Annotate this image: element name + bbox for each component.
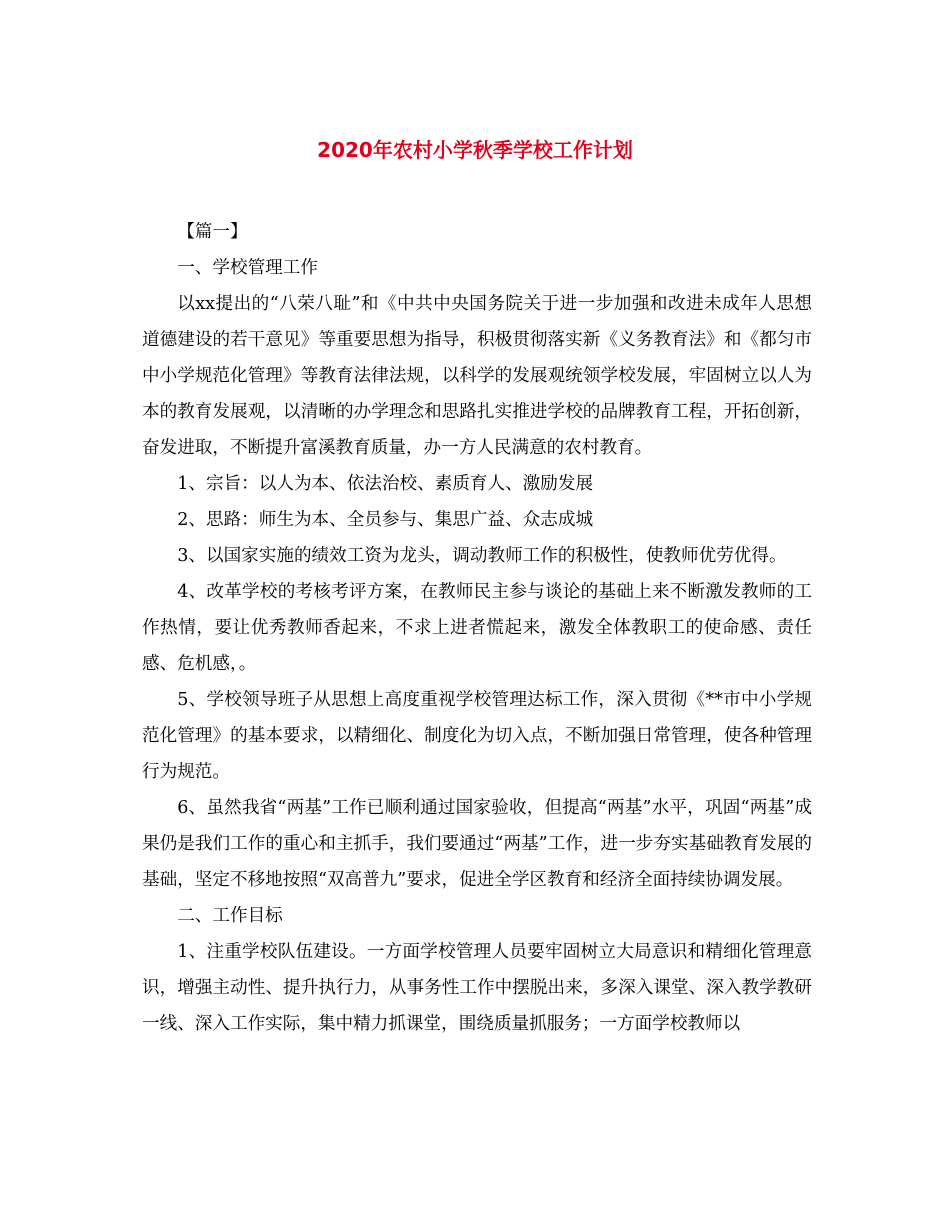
paragraph-item-team-building: 1、注重学校队伍建设。一方面学校管理人员要牢固树立大局意识和精细化管理意识，增强主动性、提升执行力，从事务性工作中摆脱出来，多深入课堂、深入教学教研一线、深入工作实际，集中精力抓课堂，围绕质量抓服务；一方面学校教师以 [142, 942, 812, 1034]
section-heading-school-management: 一、学校管理工作 [177, 258, 318, 278]
paragraph-item-purpose: 1、宗旨：以人为本、依法治校、素质育人、激励发展 [177, 474, 594, 494]
paragraph-item-approach: 2、思路：师生为本、全员参与、集思广益、众志成城 [177, 510, 594, 530]
section-heading-work-goals: 二、工作目标 [177, 906, 283, 926]
section-heading-part-one: 【篇一】 [177, 222, 248, 242]
document-body [142, 214, 812, 1042]
document-title: 2020年农村小学秋季学校工作计划 [317, 138, 633, 162]
paragraph-guiding-thought: 以xx提出的“八荣八耻”和《中共中央国务院关于进一步加强和改进未成年人思想道德建设的若干意见》等重要思想为指导，积极贯彻落实新《义务教育法》和《都匀市中小学规范化管理》等教育法律法规，以科学的发展观统领学校发展，牢固树立以人为本的教育发展观，以清晰的办学理念和思路扎实推进学校的品牌教育工程，开拓创新，奋发进取，不断提升富溪教育质量，办一方人民满意的农村教育。 [142, 294, 812, 458]
paragraph-item-two-basics: 6、虽然我省“两基”工作已顺利通过国家验收，但提高“两基”水平，巩固“两基”成果仍是我们工作的重心和主抓手，我们要通过“两基”工作，进一步夯实基础教育发展的基础，坚定不移地按照“双高普九”要求，促进全学区教育和经济全面持续协调发展。 [142, 798, 812, 890]
paragraph-item-leadership: 5、学校领导班子从思想上高度重视学校管理达标工作，深入贯彻《**市中小学规范化管理》的基本要求，以精细化、制度化为切入点，不断加强日常管理，使各种管理行为规范。 [142, 690, 812, 782]
paragraph-item-assessment-reform: 4、改革学校的考核考评方案，在教师民主参与谈论的基础上来不断激发教师的工作热情，要让优秀教师香起来，不求上进者慌起来，激发全体教职工的使命感、责任感、危机感，。 [142, 582, 812, 674]
paragraph-item-performance-pay: 3、以国家实施的绩效工资为龙头，调动教师工作的积极性，使教师优劳优得。 [177, 546, 787, 566]
